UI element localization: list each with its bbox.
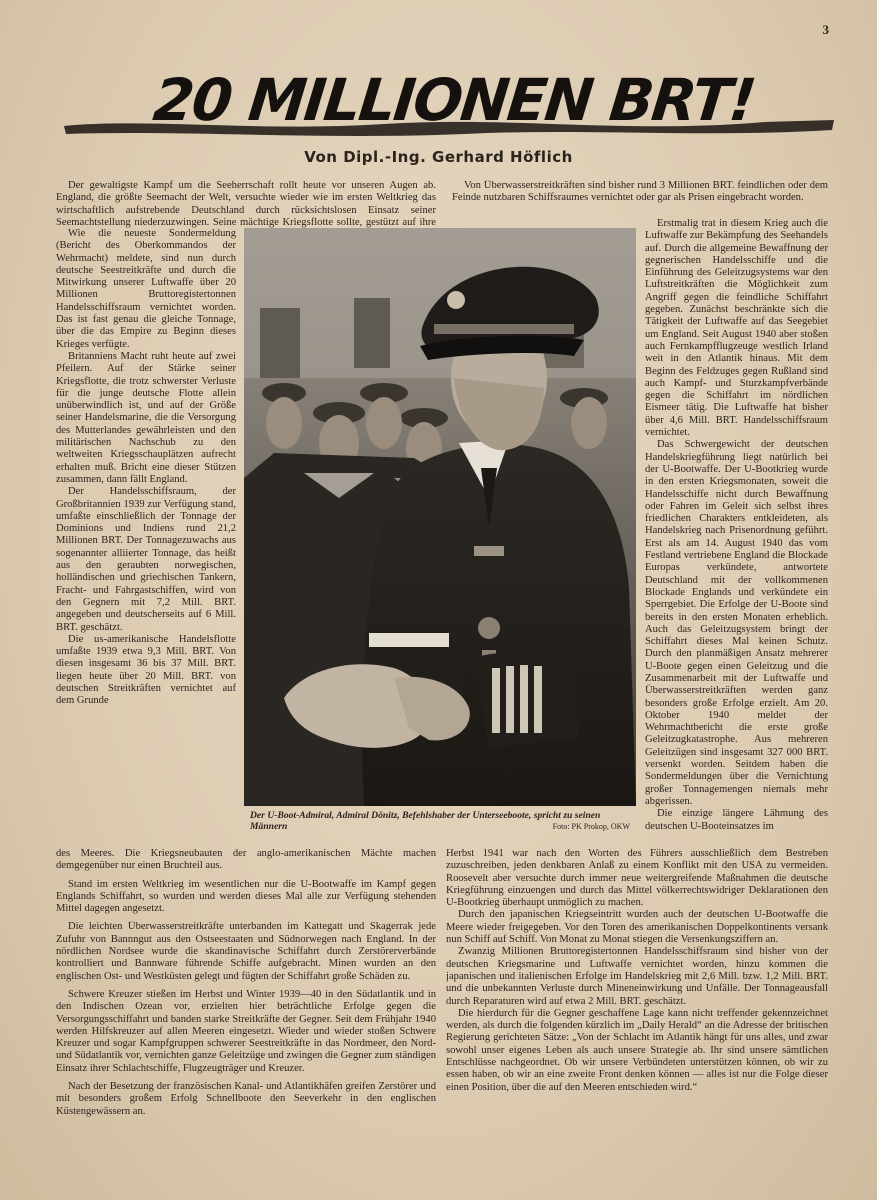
caption-text: Der U-Boot-Admiral, Admiral Dönitz, Befehlshaber der Unterseeboote, spricht zu seinen Männern	[250, 810, 601, 832]
paragraph: Die einzige längere Lähmung des deutschen U-Booteinsatzes im	[645, 808, 828, 832]
paragraph: Der Handelsschiffsraum, der Großbritannien 1939 zur Verfügung stand, umfaßte einschließlich der Tonnage der Dominions und Indiens rund 21,2 Millionen BRT. Der Tonnagezuwachs aus sogenannter alliierter Tonnage, das heißt aus den geraubten norwegischen, holländischen und griechischen Tankern, Fracht- und Fahrgastschiffen, wird von den Gegnern mit 7,2 Mill. BRT. angegeben und deutscherseits auf 6 Mill. BRT. geschätzt.	[56, 486, 236, 633]
intro-paragraph: Der gewaltigste Kampf um die Seeherrschaft rollt heute vor unseren Augen ab. England, die größte Seemacht der Welt, versuchte wieder wie im ersten Weltkrieg das wirtschaftlich aufstrebende Deutschland durch rücksichtslosen Einsatz seiner Seemachtstellung niederzuzwingen. Seine mächtige Kriegsflotte sollte, gestützt auf ihre	[56, 180, 436, 228]
bottom-right-column	[446, 848, 828, 1148]
photo-caption	[250, 810, 630, 832]
paragraph: Die us-amerikanische Handelsflotte umfaßte 1939 etwa 9,3 Mill. BRT. Von diesen insgesamt 36 bis 37 Mill. BRT. liegen heute über 20 Mill. BRT. von deutschen Streitkräften vernichtet auf dem Grunde	[56, 633, 236, 707]
right-column	[645, 218, 828, 850]
paragraph: Durch den japanischen Kriegseintritt wurden auch der deutschen U-Bootwaffe die Meere wieder freigegeben. Vor den Toren des amerikanischen Doppelkontinents versank nun Schiff auf Schiff. Von Monat zu Monat stiegen die Versenkungsziffern an.	[446, 909, 828, 946]
photo-admiral-doenitz	[244, 228, 636, 806]
headline: 20 MILLIONEN BRT!	[150, 66, 758, 134]
photo-illustration	[244, 228, 636, 806]
page-number: 3	[822, 22, 829, 37]
paragraph: Erstmalig trat in diesem Krieg auch die Luftwaffe zur Bekämpfung des Seehandels auf. Durch die allgemeine Bewaffnung der gegnerischen Handelsschiffe und die Einführung des Geleitzugsystems war den Luftstreitkräften die Möglichkeit zum Angriff gegen die feindliche Schiffahrt gegeben. Zunächst beschränkte sich die Tätigkeit der Luftwaffe auf das Seegebiet um England. Seit August 1940 aber stoßen auch Fernkampfflugzeuge westlich Irland weit in den Atlantik hinaus. Mit dem Beginn des Feldzuges gegen Rußland sind auch Kampf- und Sturzkampfverbände gegen die Schiffahrt im nördlichen Eismeer tätig. Die Luftwaffe hat bisher über 4,6 Mill. BRT. Handelsschiffsraum vernichtet.	[645, 218, 828, 439]
paragraph: Herbst 1941 war nach den Worten des Führers ausschließlich dem Bestreben zuzuschreiben, jeden denkbaren Anlaß zu einem Konflikt mit den USA zu vermeiden. Roosevelt aber versuchte durch immer neue weitergreifende Maßnahmen die deutsche Kriegführung einzuengen und durch das Mittel völkerrechtswidriger Deklarationen den U-Bootkrieg überhaupt unmöglich zu machen.	[446, 848, 828, 909]
paragraph: Nach der Besetzung der französischen Kanal- und Atlantikhäfen greifen Zerstörer und mit besonders großem Erfolg Schnellboote den Seeverkehr in den englischen Küstengewässern an.	[56, 1081, 436, 1117]
paragraph: Wie die neueste Sondermeldung (Bericht des Oberkommandos der Wehrmacht) meldete, sind nun durch deutsche Seestreitkräfte und durch die Mitwirkung unserer Luftwaffe über 20 Millionen Bruttoregistertonnen Handelsschiffsraum vernichtet worden. Das ist fast genau die gleiche Tonnage, über die das Empire zu Beginn dieses Krieges verfügte.	[56, 228, 236, 350]
paragraph: Schwere Kreuzer stießen im Herbst und Winter 1939—40 in den Südatlantik und in den Indischen Ozean vor, erzielten hier beträchtliche Erfolge gegen die Versorgungsschiffahrt und banden starke Streitkräfte der Gegner. Seit dem Frühjahr 1940 werden Hilfskreuzer auf allen Meeren eingesetzt. Wieder und wieder stoßen Schwere Kreuzer und sogar Kampfgruppen schwerer Seestreitkräfte in das Nordmeer, den Nord- und Südatlantik vor, vernichten ganze Geleitzüge und zwingen die Gegner zum ständigen Einsatz ihrer Schlachtschiffe, Flugzeugträger und Kreuzer.	[56, 988, 436, 1074]
paragraph: Das Schwergewicht der deutschen Handelskriegführung liegt natürlich bei der U-Bootwaffe. Der U-Bootkrieg wurde in den ersten Kriegsmonaten, soweit die Handelsschiffe nicht durch Bewaffnung oder Fahren im Geleit sich selbst ihres friedlichen Charakters entkleideten, als Handelskrieg nach Prisenordnung geführt. Erst als am 14. August 1940 das vom Festland vertriebene England die Blockade Europas verkündete, antwortete Deutschland mit der vollkommenen Blockade Englands und verkündete ein Sperrgebiet. Die Erfolge der U-Boote sind bereits in den ersten Monaten erheblich. Auch das Geleitzugsystem bringt der Schiffahrt dieses Mal keinen Schutz. Durch den planmäßigen Ansatz mehrerer U-Boote gegen einen Geleitzug und die Zusammenarbeit mit der Luftwaffe und Überwasserstreitkräften werden ganz besonders große Erfolge erzielt. Am 20. Oktober 1940 meldet der Wehrmachtbericht die erste große Geleitzugkatastrophe. Aus mehreren Geleitzügen sind insgesamt 327 000 BRT. versenkt worden. Seitdem haben die Sondermeldungen über die Vernichtung großer Tonnagemengen niemals mehr abgerissen.	[645, 439, 828, 807]
left-column	[56, 228, 236, 848]
paragraph: Die leichten Überwasserstreitkräfte unterbanden im Kattegatt und Skagerrak jede Zufuhr von Bannngut aus den Ostseestaaten und Südnorwegen nach England. In der nördlichen Nordsee wurde die skandinavische Schiffahrt durch Zerstörerverbände kontrolliert und Bannware führende Schiffe aufgebracht. Minen wurden an den englischen Ost- und Westküsten gelegt und fügten der Schiffahrt große Schäden zu.	[56, 921, 436, 982]
paragraph: des Meeres. Die Kriegsneubauten der anglo-amerikanischen Mächte machen demgegenüber nur einen Bruchteil aus.	[56, 848, 436, 872]
photo-credit: Foto: PK Prokop, OKW	[552, 822, 630, 831]
right-intro-paragraph: Von Überwasserstreitkräften sind bisher rund 3 Millionen BRT. feindlichen oder dem Feinde nutzbaren Schiffsraumes vernichtet oder gar als Prisen eingebracht worden.	[452, 180, 828, 204]
paragraph: Zwanzig Millionen Bruttoregistertonnen Handelsschiffsraum sind bisher von der deutschen Kriegsmarine und Luftwaffe vernichtet worden, hinzu kommen die japanischen und italienischen Erfolge im Handelskrieg mit 2,6 Mill. bzw. 1,2 Mill. BRT. und die unbekannten Verluste durch Mineneinwirkung und Unfälle. Der Tonnageausfall durch Reparaturen wird auf etwa 2 Mill. BRT. geschätzt.	[446, 946, 828, 1007]
paragraph: Stand im ersten Weltkrieg im wesentlichen nur die U-Bootwaffe im Kampf gegen Englands Schiffahrt, so wurden und werden dieses Mal alle zur Verfügung stehenden Mittel dagegen angesetzt.	[56, 878, 436, 915]
bottom-left-column	[56, 848, 436, 1148]
paragraph: Die hierdurch für die Gegner geschaffene Lage kann nicht treffender gekennzeichnet werden, als durch die folgenden kürzlich im „Daily Herald“ an die Adresse der britischen Regierung gerichteten Sätze: „Von der Schlacht im Atlantik hängt für uns alles, und zwar sowohl unser eigenes Leben als auch unsere Strategie ab. Ihr sind unsere sämtlichen Entschlüsse nachgeordnet. Ob wir unsere Verbündeten unterstützen können, ob wir zu essen haben, ob wir an eine zweite Front denken können — alles ist nur die Folge dieser einen Position, über die auf den Meeren entschieden wird.“	[446, 1007, 828, 1093]
paragraph: Britanniens Macht ruht heute auf zwei Pfeilern. Auf der Stärke seiner Kriegsflotte, die trotz schwerster Verluste für die junge deutsche Flotte allein unüberwindlich ist, und auf der Größe seiner Handelsmarine, die die Versorgung des Mutterlandes gewährleisten und den militärischen Nachschub zu den weltweiten Kriegsschauplätzen aufrecht erhalten muß. Bricht eine dieser Stützen zusammen, dann fällt England.	[56, 350, 236, 485]
byline: Von Dipl.-Ing. Gerhard Höflich	[304, 148, 573, 166]
